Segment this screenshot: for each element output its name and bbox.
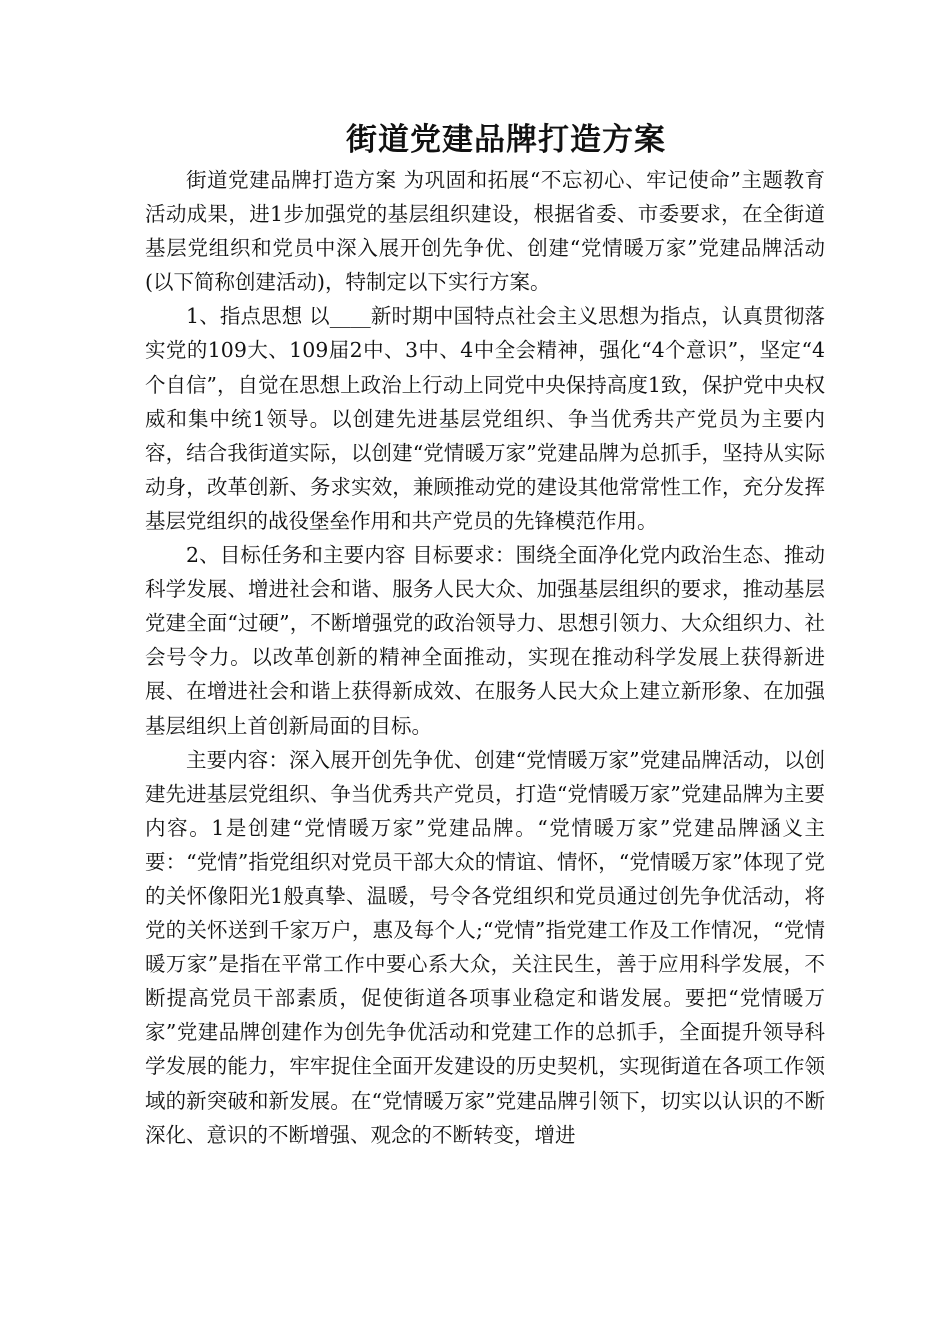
paragraph-main-content: 主要内容：深入展开创先争优、创建“党情暖万家”党建品牌活动，以创建先进基层党组织、争当优秀共产党员，打造“党情暖万家”党建品牌为主要内容。1是创建“党情暖万家”党建品牌。“党情暖万家”党建品牌涵义主要：“党情”指党组织对党员干部大众的情谊、情怀，“党情暖万家”体现了党的关怀像阳光1般真挚、温暖，号令各党组织和党员通过创先争优活动，将党的关怀送到千家万户，惠及每个人;“党情”指党建工作及工作情况，“党情暖万家”是指在平常工作中要心系大众，关注民生，善于应用科学发展，不断提高党员干部素质，促使街道各项事业稳定和谐发展。要把“党情暖万家”党建品牌创建作为创先争优活动和党建工作的总抓手，全面提升领导科学发展的能力，牢牢捉住全面开发建设的历史契机，实现街道在各项工作领域的新突破和新发展。在“党情暖万家”党建品牌引领下，切实以认识的不断深化、意识的不断增强、观念的不断转变，增进 xyxy=(145,747,825,1147)
document-body xyxy=(145,163,825,1152)
paragraph-guiding-thought: 1、指点思想 以____新时期中国特点社会主义思想为指点，认真贯彻落实党的109大、109届2中、3中、4中全会精神，强化“4个意识”，坚定“4个自信”，自觉在思想上政治上行动上同党中央保持高度1致，保护党中央权威和集中统1领导。以创建先进基层党组织、争当优秀共产党员为主要内容，结合我街道实际，以创建“党情暖万家”党建品牌为总抓手，坚持从实际动身，改革创新、务求实效，兼顾推动党的建设其他常常性工作，充分发挥基层党组织的战役堡垒作用和共产党员的先锋模范作用。 xyxy=(145,304,825,533)
paragraph-goals: 2、目标任务和主要内容 目标要求：围绕全面净化党内政治生态、推动科学发展、增进社会和谐、服务人民大众、加强基层组织的要求，推动基层党建全面“过硬”，不断增强党的政治领导力、思想引领力、大众组织力、社会号令力。以改革创新的精神全面推动，实现在推动科学发展上获得新进展、在增进社会和谐上获得新成效、在服务人民大众上建立新形象、在加强基层组织上首创新局面的目标。 xyxy=(145,543,825,738)
document-title: 街道党建品牌打造方案 xyxy=(346,122,666,158)
paragraph-intro: 街道党建品牌打造方案 为巩固和拓展“不忘初心、牢记使命”主题教育活动成果，进1步加强党的基层组织建设，根据省委、市委要求，在全街道基层党组织和党员中深入展开创先争优、创建“党情暖万家”党建品牌活动(以下简称创建活动)，特制定以下实行方案。 xyxy=(145,168,825,295)
